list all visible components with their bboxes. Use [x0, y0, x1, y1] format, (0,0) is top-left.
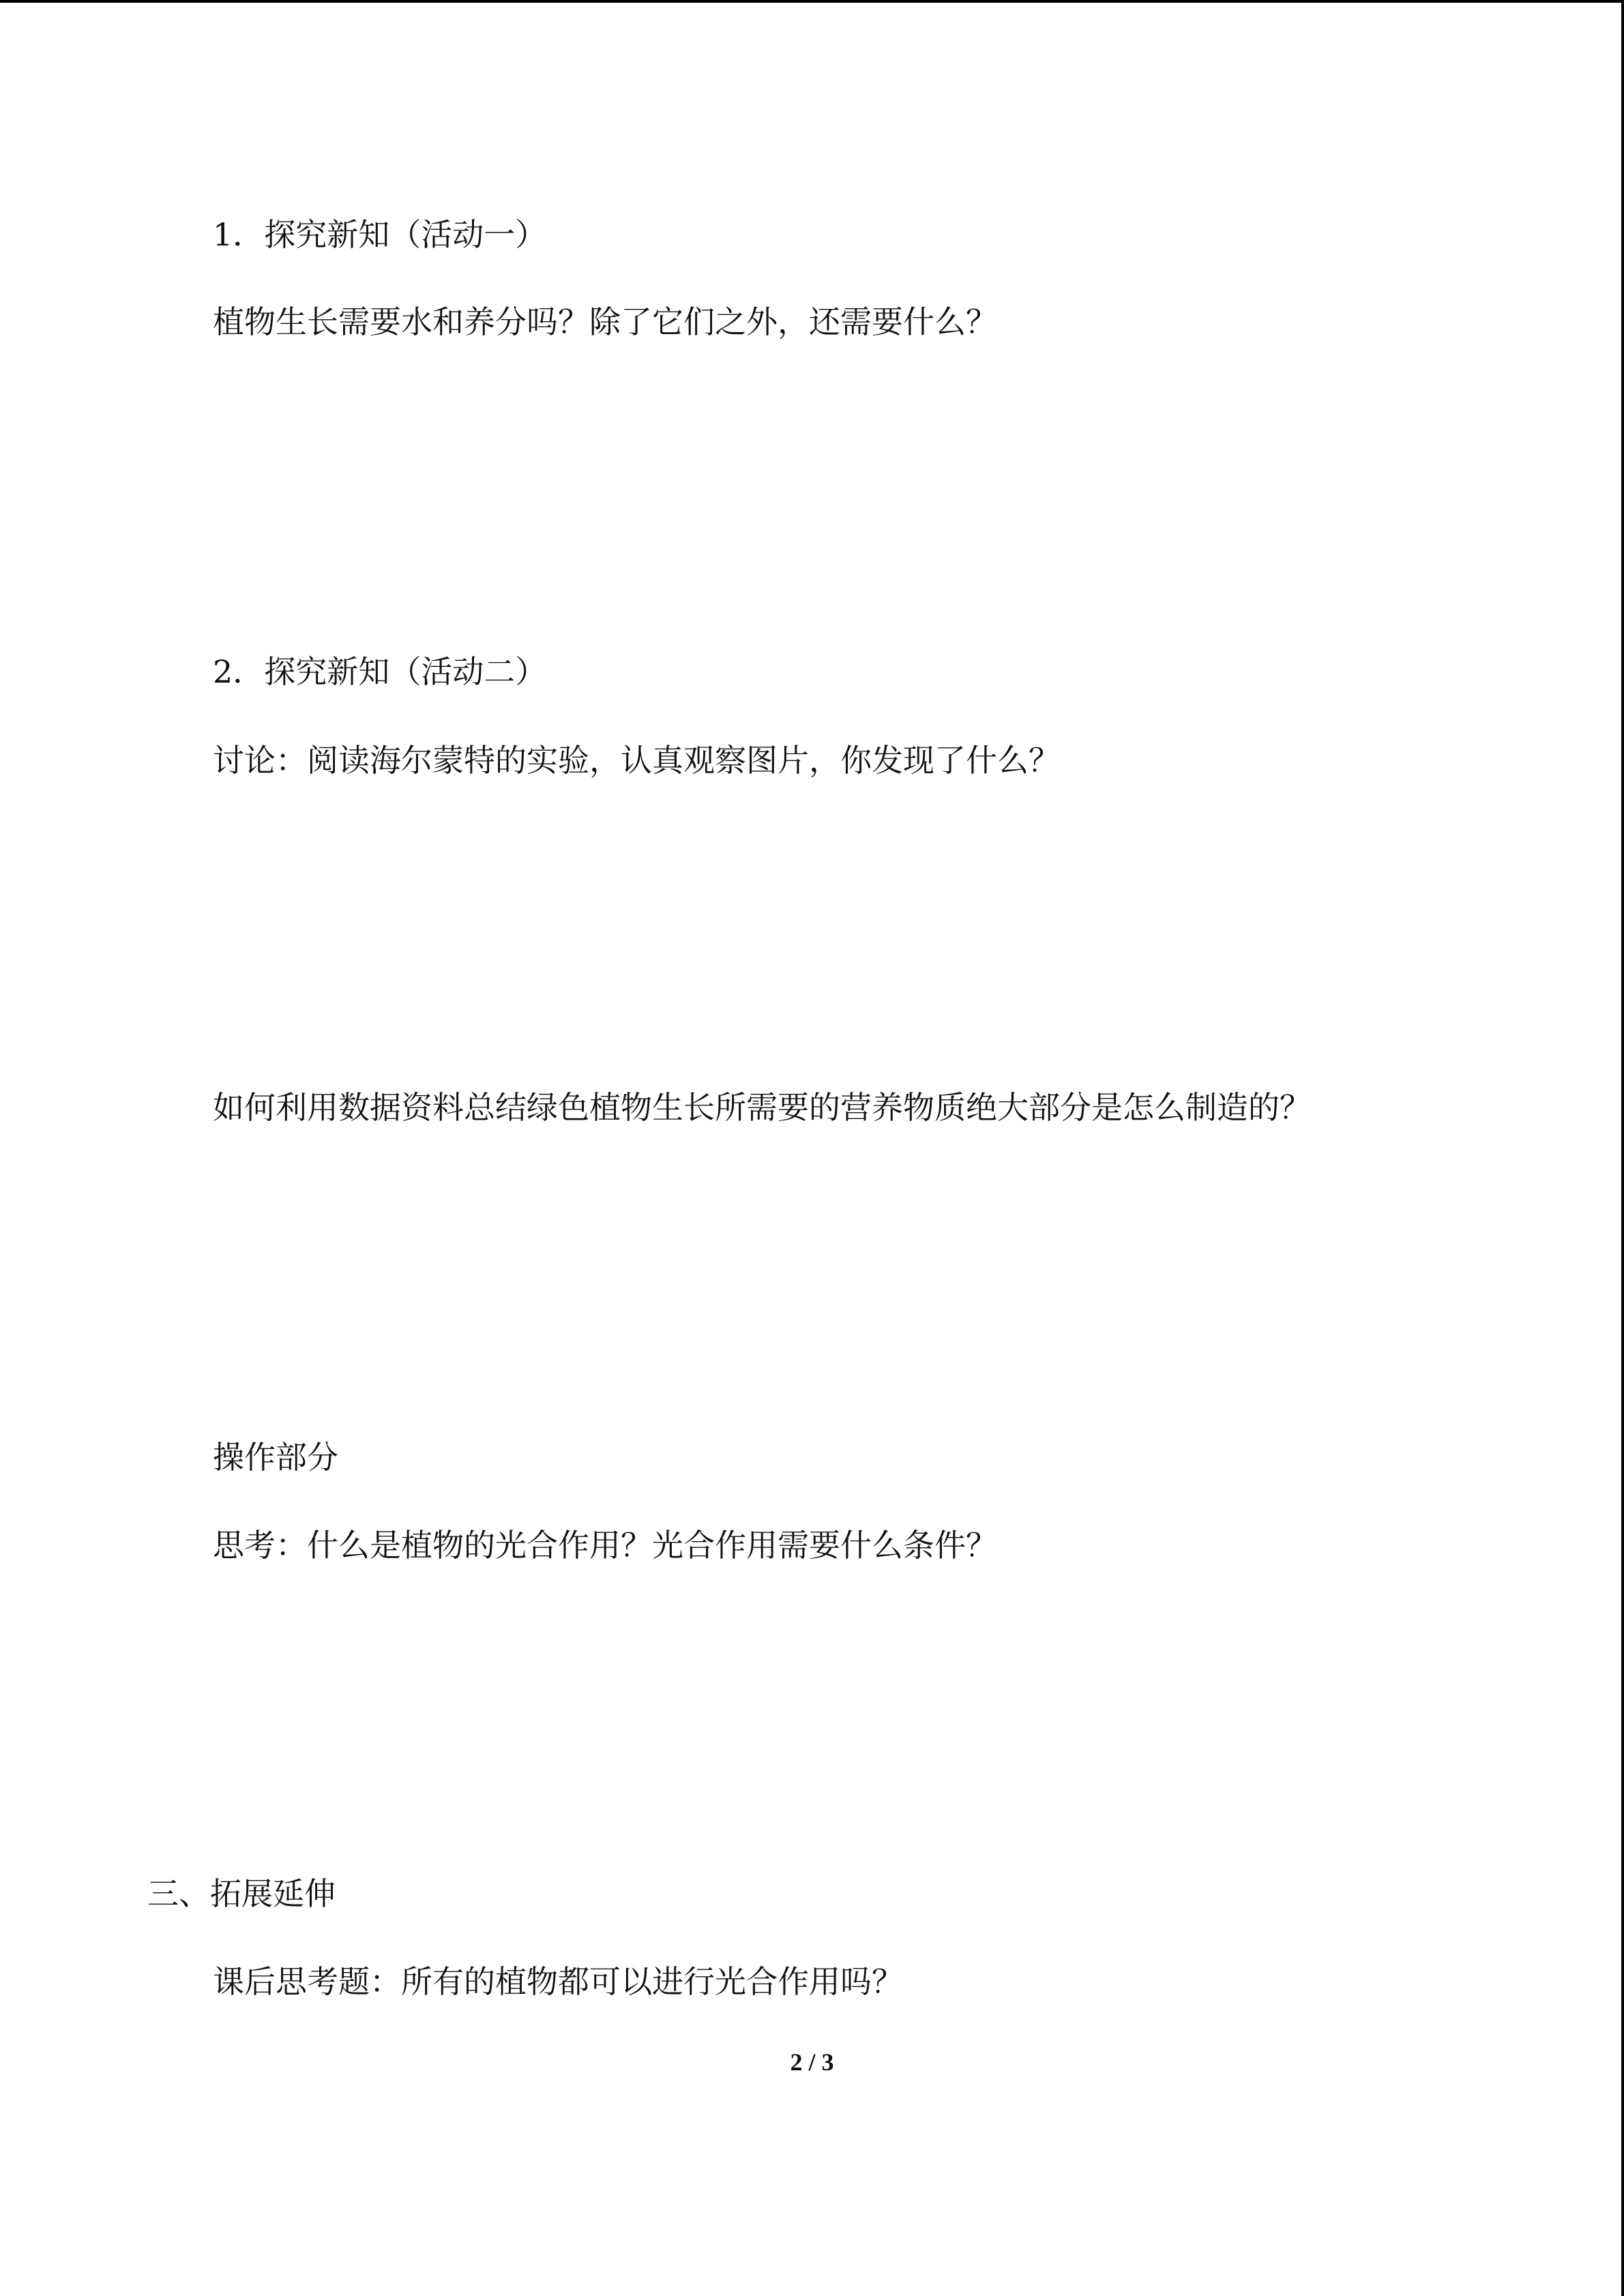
- data-question: 如何利用数据资料总结绿色植物生长所需要的营养物质绝大部分是怎么制造的？: [213, 1089, 1311, 1126]
- section3-heading: 三、拓展延伸: [147, 1875, 336, 1912]
- activity1-heading: 1．探究新知（活动一）: [213, 216, 547, 253]
- page-number: 2 / 3: [790, 2048, 834, 2076]
- operation-question: 思考：什么是植物的光合作用？光合作用需要什么条件？: [213, 1527, 997, 1564]
- activity1-question: 植物生长需要水和养分吗？除了它们之外，还需要什么？: [213, 303, 997, 340]
- homework-question: 课后思考题：所有的植物都可以进行光合作用吗？: [213, 1963, 903, 2000]
- activity2-discussion: 讨论：阅读海尔蒙特的实验，认真观察图片，你发现了什么？: [213, 742, 1060, 779]
- activity2-heading: 2．探究新知（活动二）: [213, 653, 547, 690]
- operation-heading: 操作部分: [213, 1439, 338, 1476]
- page-border-right: [1621, 0, 1624, 2296]
- page-border-top: [0, 0, 1624, 3]
